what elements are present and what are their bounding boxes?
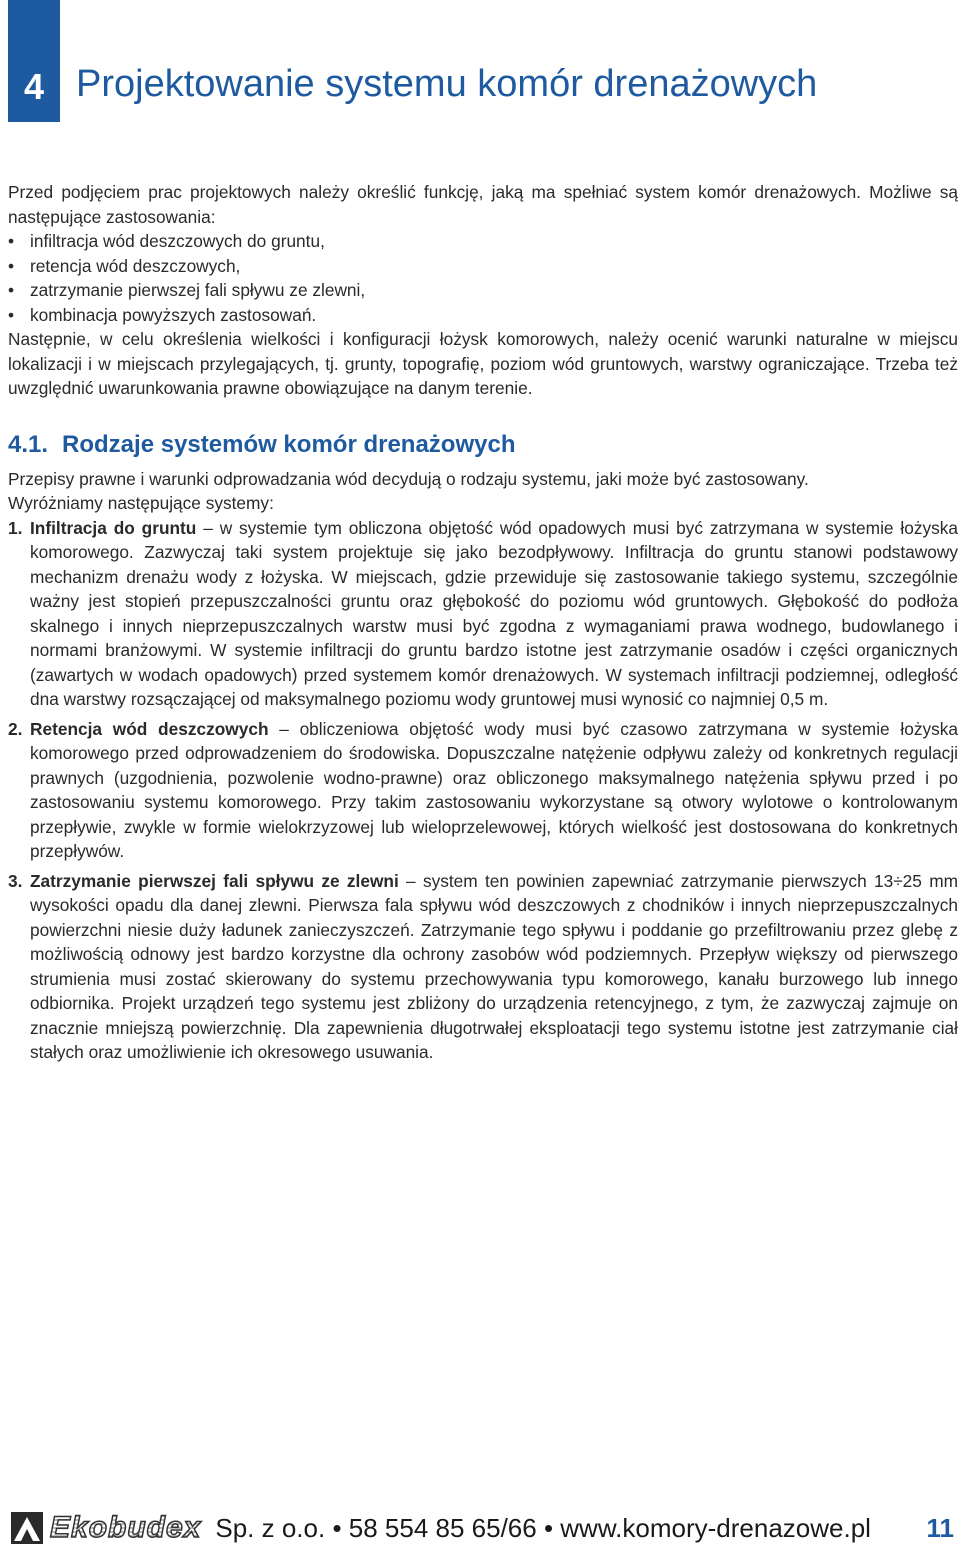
item-term: Retencja wód deszczowych: [30, 718, 269, 739]
footer-contact: Sp. z o.o. • 58 554 85 65/66 • www.komory-drenazowe.pl: [215, 1512, 871, 1543]
page-content: [8, 180, 958, 1070]
system-item-retention: [8, 717, 958, 864]
list-item: • infiltracja wód deszczowych do gruntu,: [8, 229, 958, 254]
chapter-number-badge: 4: [8, 0, 60, 122]
page-number: 11: [926, 1512, 954, 1543]
system-item-first-flush: [8, 869, 958, 1065]
section-heading: [8, 429, 958, 461]
item-description: – system ten powinien zapewniać zatrzymanie pierwszych 13÷25 mm wysokości opadu dla danej zlewni. Pierwsza fala spływu wód deszczowych z chodników i innych nieprzepuszczalnych powierzchni niesie duży ładunek zanieczyszczeń. Zatrzymanie tego spływu i poddanie go przefiltrowaniu przez glebę z możliwością odnowy jest bardzo korzystne dla ochrony zasobów wód podziemnych. Przepływ większy od pierwszego strumienia musi zostać skierowany do systemu przechowywania typu komorowego, kanału burzowego lub innego odbiornika. Projekt urządzeń tego systemu jest zbliżony do urządzenia retencyjnego, z tym, że zazwyczaj zajmuje on znacznie mniejszą powierzchnię. Dla zapewnienia długotrwałej eksploatacji tego systemu istotne jest zatrzymanie ciał stałych oraz umożliwienie ich okresowego usuwania.: [30, 870, 958, 1062]
intro-paragraph-conditions: Następnie, w celu określenia wielkości i konfiguracji łożysk komorowych, należy ocenić warunki naturalne w miejscu lokalizacji i w miejscach przylegających, tj. grunty, topografię, poziom wód gruntowych, warstwy ograniczające. Trzeba też uwzględnić uwarunkowania prawne obowiązujące na danym terenie.: [8, 329, 958, 398]
company-logo-text: Ekobudex: [50, 1511, 202, 1544]
item-description: – obliczeniowa objętość wody musi być czasowo zatrzymana w systemie łożyska komorowego przed odprowadzeniem do środowiska. Dopuszczalne natężenie odpływu zależy od konkretnych regulacji prawnych (uzgodnienia, pozwolenie wodno-prawne) oraz obliczonego maksymalnego natężenia spływu przed i po zastosowaniu systemu komorowego. Przy takim zastosowaniu wykorzystane są otwory wylotowe o kontrolowanym przepływie, zwykle w formie wielokrzyzowej lub wieloprzelewowej, których wielkość jest dostosowana do konkretnych przepływów.: [30, 718, 959, 861]
chapter-title: Projektowanie systemu komór drenażowych: [76, 63, 818, 105]
ekobudex-logo-icon: [10, 1511, 44, 1545]
page-footer: [10, 1508, 956, 1548]
list-item: • zatrzymanie pierwszej fali spływu ze zlewni,: [8, 278, 958, 303]
item-description: – w systemie tym obliczona objętość wód opadowych musi być zatrzymana w systemie łożyska komorowego. Zazwyczaj taki system projektuje się jako bezodpływowy. Infiltracja do gruntu stanowi podstawowy mechanizm drenażu wody z łożyska. W miejscach, gdzie przewiduje się zastosowanie takiego systemu, szczególnie ważny jest stopień przepuszczalności gruntu oraz głębokość do poziomu wód gruntowych. Głębokość do podłoża skalnego i innych nieprzepuszczalnych warstw musi być zgodna z wymaganiami prawa wodnego, budowlanego i normami branżowymi. W systemie infiltracji do gruntu bardzo istotne jest zatrzymanie osadów i części organicznych (zawartych w wodach opadowych) przed systemem komór drenażowych. W systemach infiltracji podziemnej, odległość dna warstwy rozsączającej od maksymalnego poziomu wody gruntowej musi wynosić co najmniej 0,5 m.: [30, 517, 958, 709]
section-paragraph: Przepisy prawne i warunki odprowadzania wód decydują o rodzaju systemu, jaki może być zastosowany.: [8, 468, 809, 489]
item-term: Zatrzymanie pierwszej fali spływu ze zlewni: [30, 870, 399, 891]
item-number: 1.: [8, 517, 23, 538]
system-item-infiltration: [8, 516, 958, 712]
section-paragraph: Wyróżniamy następujące systemy:: [8, 493, 274, 513]
applications-list: [8, 229, 958, 327]
systems-list: [8, 516, 958, 1065]
item-number: 3.: [8, 870, 23, 891]
intro-paragraph: Przed podjęciem prac projektowych należy określić funkcję, jaką ma spełniać system komór drenażowych. Możliwe są następujące zastosowania:: [8, 182, 958, 227]
list-item: • retencja wód deszczowych,: [8, 254, 958, 279]
section-number: 4.1.: [8, 430, 49, 458]
item-term: Infiltracja do gruntu: [30, 517, 197, 538]
section-title: Rodzaje systemów komór drenażowych: [62, 430, 516, 458]
item-number: 2.: [8, 718, 23, 739]
list-item: • kombinacja powyższych zastosowań.: [8, 303, 958, 328]
